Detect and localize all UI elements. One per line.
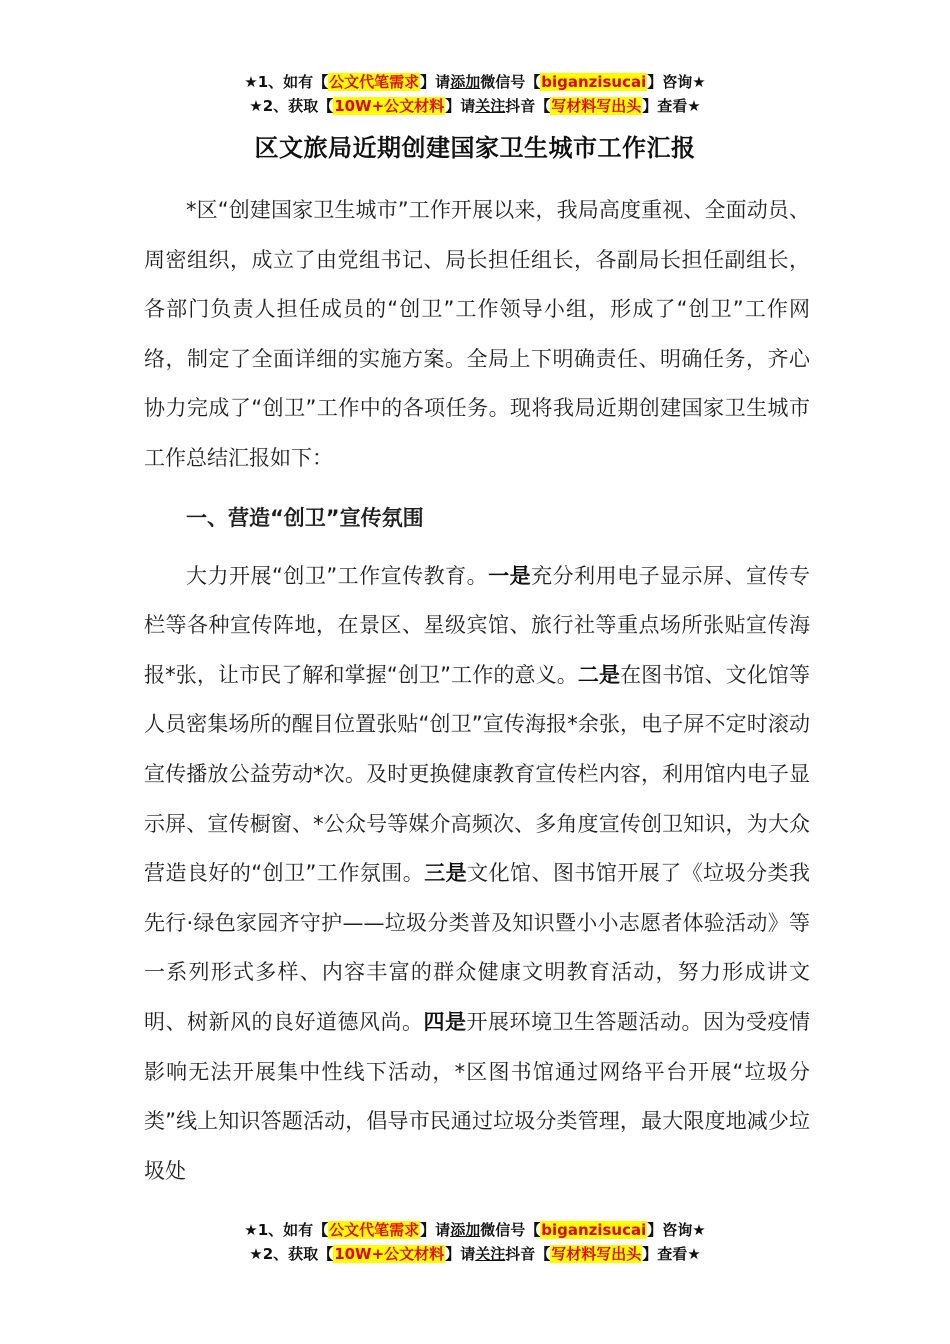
banner-line-1: ★1、如有【公文代笔需求】请添加微信号【biganzisucai】咨询★ [244, 73, 706, 91]
highlight-text: 公文代笔需求 [329, 1221, 420, 1239]
highlight-text: 10W+公文材料 [334, 97, 445, 115]
footer-banner [0, 1218, 950, 1266]
header-banner [0, 70, 950, 118]
document-body [144, 186, 810, 1196]
highlight-text: 公文代笔需求 [329, 73, 420, 91]
intro-paragraph: *区“创建国家卫生城市”工作开展以来，我局高度重视、全面动员、周密组织，成立了由党组书记、局长担任组长，各副局长担任副组长，各部门负责人担任成员的“创卫”工作领导小组，形成了“创卫”工作网络，制定了全面详细的实施方案。全局上下明确责任、明确任务，齐心协力完成了“创卫”工作中的各项任务。现将我局近期创建国家卫生城市工作总结汇报如下： [144, 198, 810, 470]
douyin-account: 写材料写出头 [551, 97, 642, 115]
highlight-text: 10W+公文材料 [334, 1245, 445, 1263]
section-paragraph: 大力开展“创卫”工作宣传教育。一是充分利用电子显示屏、宣传专栏等各种宣传阵地，在景区、星级宾馆、旅行社等重点场所张贴宣传海报*张，让市民了解和掌握“创卫”工作的意义。二是在图书馆、文化馆等人员密集场所的醒目位置张贴“创卫”宣传海报*余张，电子屏不定时滚动宣传播放公益劳动*次。及时更换健康教育宣传栏内容，利用馆内电子显示屏、宣传橱窗、*公众号等媒介高频次、多角度宣传创卫知识，为大众营造良好的“创卫”工作氛围。三是文化馆、图书馆开展了《垃圾分类我先行·绿色家园齐守护——垃圾分类普及知识暨小小志愿者体验活动》等一系列形式多样、内容丰富的群众健康文明教育活动，努力形成讲文明、树新风的良好道德风尚。四是开展环境卫生答题活动。因为受疫情影响无法开展集中性线下活动，*区图书馆通过网络平台开展“垃圾分类”线上知识答题活动，倡导市民通过垃圾分类管理，最大限度地减少垃圾处 [144, 563, 810, 1183]
banner-line-1: ★1、如有【公文代笔需求】请添加微信号【biganzisucai】咨询★ [244, 1221, 706, 1239]
section-heading: 一、营造“创卫”宣传氛围 [186, 505, 424, 530]
wechat-id: biganzisucai [541, 1221, 647, 1239]
wechat-id: biganzisucai [541, 73, 647, 91]
banner-line-2: ★2、获取【10W+公文材料】请关注抖音【写材料写出头】查看★ [249, 1245, 701, 1263]
banner-line-2: ★2、获取【10W+公文材料】请关注抖音【写材料写出头】查看★ [249, 97, 701, 115]
document-title: 区文旅局近期创建国家卫生城市工作汇报 [254, 134, 696, 162]
douyin-account: 写材料写出头 [551, 1245, 642, 1263]
